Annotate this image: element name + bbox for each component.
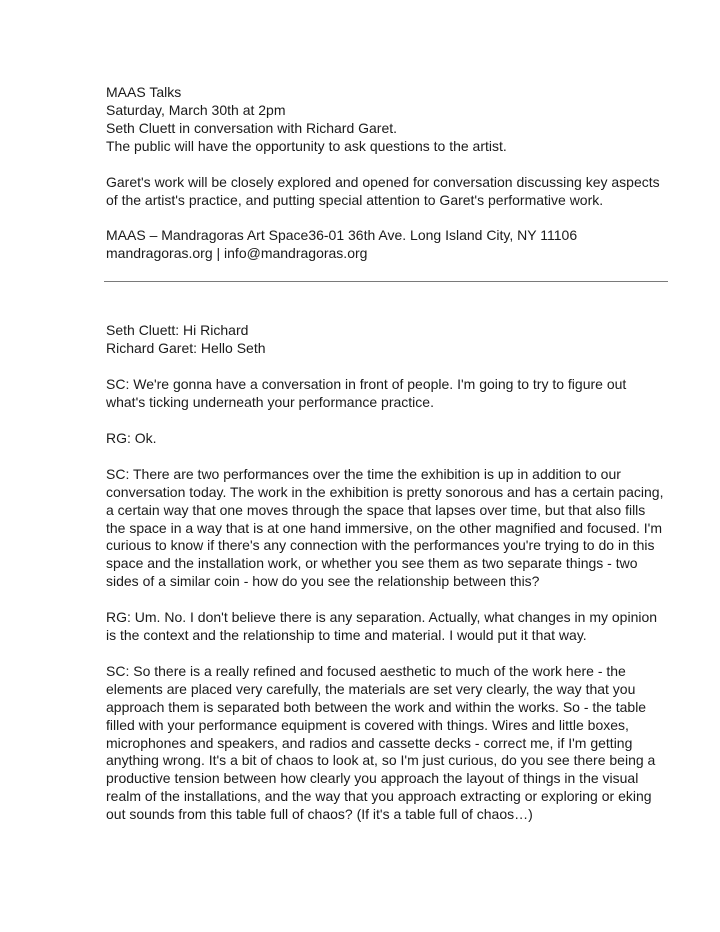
transcript-turn	[106, 466, 666, 591]
transcript-greetings	[106, 322, 666, 358]
greeting-line: Seth Cluett: Hi Richard	[106, 322, 249, 339]
greeting-line: Richard Garet: Hello Seth	[106, 340, 266, 357]
event-date: Saturday, March 30th at 2pm	[106, 101, 286, 118]
venue-info	[106, 227, 666, 263]
event-description-text: Garet's work will be closely explored and opened for conversation discussing key aspects of the artist's practice, and putting special attention to Garet's performative work.	[106, 173, 660, 208]
transcript-turn-text: SC: So there is a really refined and focused aesthetic to much of the work here - the elements are placed very carefully, the materials are set very clearly, the way that you approach them is separated both between the work and within the works. So - the table filled with your performance equipment is covered with things. Wires and little boxes, microphones and speakers, and radios and cassette decks - correct me, if I'm getting anything wrong. It's a bit of chaos to look at, so I'm just curious, do you see there being a productive tension between how clearly you approach the layout of things in the visual realm of the installations, and the way that you approach extracting or exploring or eking out sounds from this table full of chaos? (If it's a table full of chaos…)	[106, 662, 656, 823]
event-title: MAAS Talks	[106, 84, 182, 100]
section-divider	[104, 281, 668, 282]
event-description	[106, 174, 666, 210]
transcript-turn	[106, 376, 666, 412]
venue-address: MAAS – Mandragoras Art Space36-01 36th Ave. Long Island City, NY 11106	[106, 227, 578, 244]
document-body	[106, 84, 666, 842]
event-note: The public will have the opportunity to ask questions to the artist.	[106, 137, 507, 154]
transcript-turn-text: SC: There are two performances over the time the exhibition is up in addition to our conversation today. The work in the exhibition is pretty sonorous and has a certain pacing, a certain way that one moves through the space that lapses over time, but that also fills the space in a way that is at one hand immersive, on the other magnified and focused. I'm curious to know if there's any connection with the performances you're trying to do in this space and the installation work, or whether you see them as two separate things - two sides of a similar coin - how do you see the relationship between this?	[106, 465, 664, 590]
transcript-turn	[106, 663, 666, 824]
venue-contact: mandragoras.org | info@mandragoras.org	[106, 245, 368, 262]
transcript-turn-text: SC: We're gonna have a conversation in front of people. I'm going to try to figure out what's ticking underneath your performance practice.	[106, 376, 627, 410]
transcript-turn	[106, 430, 666, 448]
event-header	[106, 84, 666, 156]
event-subtitle: Seth Cluett in conversation with Richard Garet.	[106, 119, 398, 136]
transcript-turn-text: RG: Ok.	[106, 429, 157, 446]
transcript-turn-text: RG: Um. No. I don't believe there is any separation. Actually, what changes in my opinion is the context and the relationship to time and material. I would put it that way.	[106, 609, 658, 644]
transcript-turn	[106, 609, 666, 645]
